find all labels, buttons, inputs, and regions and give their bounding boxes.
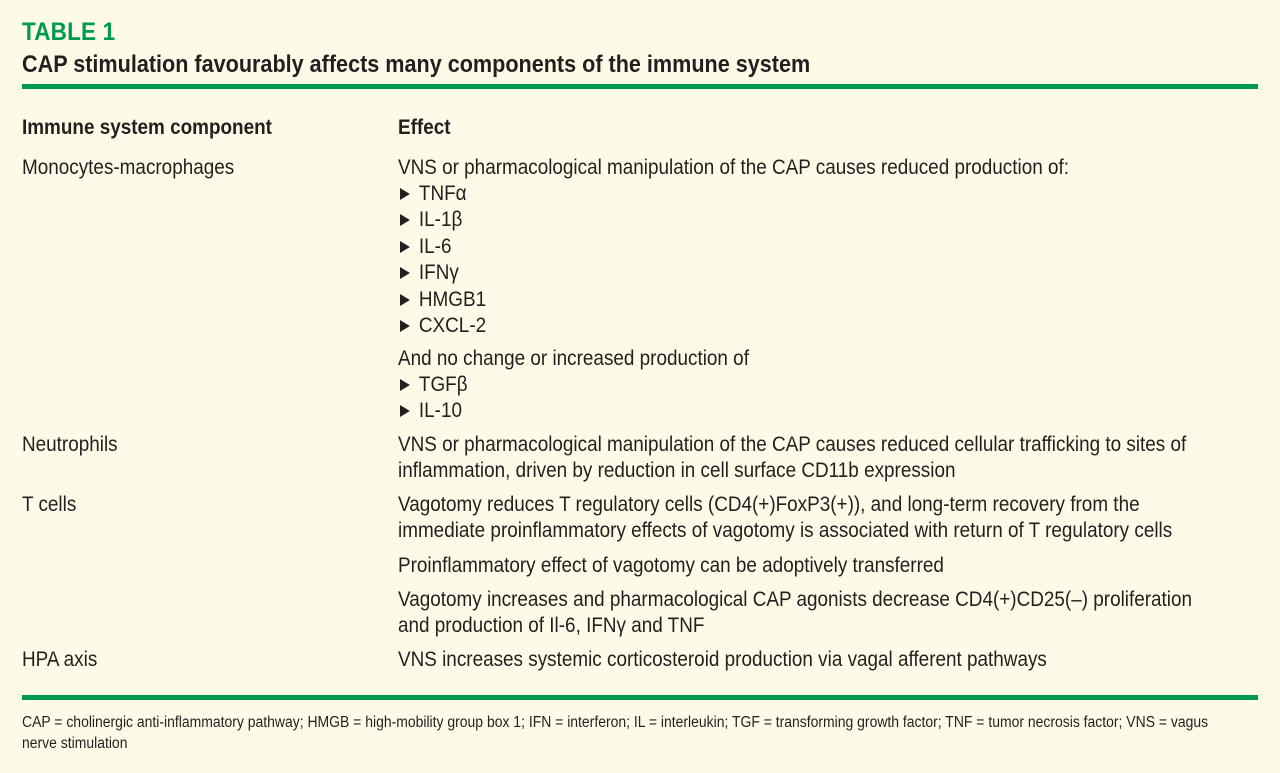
- list-item: CXCL-2: [400, 313, 486, 339]
- row-effect-line: Vagotomy reduces T regulatory cells (CD4(+)FoxP3(+)), and long-term recovery from the: [398, 493, 1140, 516]
- row-effect-line: Vagotomy increases and pharmacological CAP agonists decrease CD4(+)CD25(–) proliferation: [398, 588, 1193, 611]
- triangle-right-icon: [400, 405, 410, 417]
- table-title: CAP stimulation favourably affects many components of the immune system: [22, 51, 811, 78]
- row-effect-line: VNS or pharmacological manipulation of the CAP causes reduced cellular trafficking to sites of: [398, 433, 1187, 456]
- row-effect-line: Proinflammatory effect of vagotomy can be adoptively transferred: [398, 554, 944, 577]
- list-item: IL-6: [400, 234, 486, 260]
- increased-list: [400, 372, 468, 425]
- list-item: HMGB1: [400, 287, 486, 313]
- row-component-monocytes: Monocytes-macrophages: [22, 156, 235, 179]
- table-label: TABLE 1: [22, 18, 116, 46]
- triangle-right-icon: [400, 241, 410, 253]
- triangle-right-icon: [400, 267, 410, 279]
- triangle-right-icon: [400, 294, 410, 306]
- bottom-rule: [22, 695, 1258, 700]
- triangle-right-icon: [400, 214, 410, 226]
- list-item: TGFβ: [400, 372, 468, 398]
- triangle-right-icon: [400, 379, 410, 391]
- list-item: IL-1β: [400, 207, 486, 233]
- top-rule: [22, 84, 1258, 89]
- triangle-right-icon: [400, 320, 410, 332]
- header-effect: Effect: [398, 116, 451, 139]
- row-effect-line: immediate proinflammatory effects of vagotomy is associated with return of T regulatory cells: [398, 519, 1173, 542]
- row-effect-intro: VNS or pharmacological manipulation of the CAP causes reduced production of:: [398, 156, 1069, 179]
- triangle-right-icon: [400, 188, 410, 200]
- row-component-hpa: HPA axis: [22, 648, 98, 671]
- row-effect-intro-2: And no change or increased production of: [398, 347, 749, 370]
- row-effect-line: and production of Il-6, IFNγ and TNF: [398, 614, 705, 637]
- reduced-list: [400, 181, 486, 339]
- list-item: IFNγ: [400, 260, 486, 286]
- header-component: Immune system component: [22, 116, 272, 139]
- row-component-tcells: T cells: [22, 493, 77, 516]
- table-footnote: CAP = cholinergic anti-inflammatory pathway; HMGB = high-mobility group box 1; IFN = interferon; IL = interleukin; TGF = transforming growth factor; TNF = tumor necrosis factor; VNS = vagus nerve stimulation: [22, 714, 1209, 752]
- row-component-neutrophils: Neutrophils: [22, 433, 118, 456]
- list-item: TNFα: [400, 181, 486, 207]
- row-effect-line: VNS increases systemic corticosteroid production via vagal afferent pathways: [398, 648, 1047, 671]
- list-item: IL-10: [400, 398, 468, 424]
- row-effect-line: inflammation, driven by reduction in cell surface CD11b expression: [398, 459, 956, 482]
